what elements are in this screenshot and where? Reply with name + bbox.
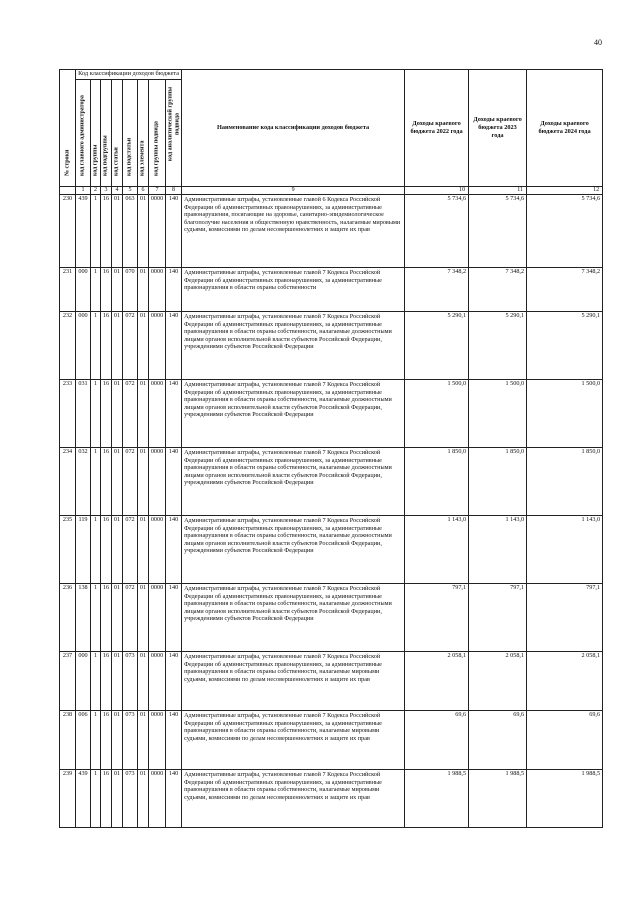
element-code-cell: 01	[138, 770, 149, 828]
subarticle-code-cell: 072	[123, 448, 138, 516]
row-number-cell: 230	[60, 195, 76, 268]
table-row	[60, 516, 603, 584]
revenue-2022-cell: 7 348,2	[405, 268, 469, 312]
subgroup-code-cell: 16	[101, 770, 112, 828]
revenue-name-cell: Административные штрафы, установленные главой 6 Кодекса Российской Федерации об административных правонарушениях, за административные правонарушения, посягающие на здоровье, санитарно-эпидемиологическое благополучие населения и общественную нравственность, налагаемые мировыми судьями, комиссиями по делам несовершеннолетних и защите их прав	[182, 195, 405, 268]
revenue-name-cell: Административные штрафы, установленные главой 7 Кодекса Российской Федерации об административных правонарушениях, за административные правонарушения в области охраны собственности	[182, 268, 405, 312]
revenue-name-cell: Административные штрафы, установленные главой 7 Кодекса Российской Федерации об административных правонарушениях, за административные правонарушения в области охраны собственности, налагаемые мировыми судьями, комиссиями по делам несовершеннолетних и защите их прав	[182, 652, 405, 711]
row-number-header: № строки	[60, 70, 76, 187]
analytic-group-code-cell: 140	[166, 584, 182, 652]
revenue-name-cell: Административные штрафы, установленные главой 7 Кодекса Российской Федерации об административных правонарушениях, за административные правонарушения в области охраны собственности, налагаемые мировыми судьями, комиссиями по делам несовершеннолетних и защите их прав	[182, 711, 405, 770]
subgroup-code-cell: 16	[101, 584, 112, 652]
admin-code-cell: 439	[76, 195, 91, 268]
page-number: 40	[594, 38, 602, 47]
admin-code-cell: 031	[76, 380, 91, 448]
element-code-cell: 01	[138, 312, 149, 380]
revenue-2023-header: Доходы краевого бюджета 2023 года	[469, 70, 527, 187]
subarticle-code-header: код подстатьи	[123, 80, 138, 187]
row-number-cell: 239	[60, 770, 76, 828]
revenue-2022-cell: 1 143,0	[405, 516, 469, 584]
group-code-header: код группы	[91, 80, 101, 187]
revenue-2024-cell: 5 734,6	[527, 195, 603, 268]
admin-code-cell: 006	[76, 711, 91, 770]
group-code-cell: 1	[91, 711, 101, 770]
analytic-group-code-cell: 140	[166, 770, 182, 828]
article-code-cell: 01	[112, 652, 123, 711]
subtype-group-code-cell: 0000	[149, 268, 166, 312]
name-column-header: Наименование кода классификации доходов бюджета	[182, 70, 405, 187]
group-code-cell: 1	[91, 584, 101, 652]
subtype-group-code-cell: 0000	[149, 770, 166, 828]
article-code-cell: 01	[112, 770, 123, 828]
revenue-2023-cell: 1 500,0	[469, 380, 527, 448]
article-code-cell: 01	[112, 268, 123, 312]
article-code-header: код статьи	[112, 80, 123, 187]
article-code-cell: 01	[112, 380, 123, 448]
revenue-2022-cell: 1 850,0	[405, 448, 469, 516]
column-number: 8	[166, 187, 182, 195]
column-number: 7	[149, 187, 166, 195]
analytic-group-code-cell: 140	[166, 448, 182, 516]
row-number-cell: 235	[60, 516, 76, 584]
subtype-group-code-cell: 0000	[149, 516, 166, 584]
subarticle-code-cell: 072	[123, 516, 138, 584]
table-row	[60, 584, 603, 652]
revenue-2022-cell: 2 058,1	[405, 652, 469, 711]
row-number-cell: 238	[60, 711, 76, 770]
revenue-2023-cell: 5 290,1	[469, 312, 527, 380]
subgroup-code-cell: 16	[101, 312, 112, 380]
column-number: 9	[182, 187, 405, 195]
revenue-2022-cell: 5 734,6	[405, 195, 469, 268]
row-number-cell: 232	[60, 312, 76, 380]
subgroup-code-cell: 16	[101, 380, 112, 448]
revenue-name-cell: Административные штрафы, установленные главой 7 Кодекса Российской Федерации об административных правонарушениях, за административные правонарушения в области охраны собственности, налагаемые должностными лицами органов исполнительной власти субъектов Российской Федерации, учреждениями субъектов Российской Федерации	[182, 584, 405, 652]
group-code-cell: 1	[91, 195, 101, 268]
revenue-2023-cell: 1 988,5	[469, 770, 527, 828]
revenue-2024-cell: 1 143,0	[527, 516, 603, 584]
table-row	[60, 711, 603, 770]
element-code-cell: 01	[138, 711, 149, 770]
revenue-2022-cell: 5 290,1	[405, 312, 469, 380]
column-number: 5	[123, 187, 138, 195]
table-body	[60, 195, 603, 828]
table-row	[60, 195, 603, 268]
revenue-2022-cell: 69,6	[405, 711, 469, 770]
subarticle-code-cell: 073	[123, 652, 138, 711]
article-code-cell: 01	[112, 312, 123, 380]
revenue-2024-cell: 797,1	[527, 584, 603, 652]
subgroup-code-cell: 16	[101, 195, 112, 268]
subarticle-code-cell: 073	[123, 770, 138, 828]
row-number-cell: 237	[60, 652, 76, 711]
subgroup-code-cell: 16	[101, 652, 112, 711]
analytic-group-code-cell: 140	[166, 195, 182, 268]
column-number: 3	[101, 187, 112, 195]
table-row	[60, 770, 603, 828]
revenue-2023-cell: 69,6	[469, 711, 527, 770]
table-row	[60, 652, 603, 711]
admin-code-cell: 439	[76, 770, 91, 828]
revenue-2024-cell: 1 988,5	[527, 770, 603, 828]
analytic-group-code-cell: 140	[166, 652, 182, 711]
subtype-group-code-cell: 0000	[149, 448, 166, 516]
revenue-name-cell: Административные штрафы, установленные главой 7 Кодекса Российской Федерации об административных правонарушениях, за административные правонарушения в области охраны собственности, налагаемые должностными лицами органов исполнительной власти субъектов Российской Федерации, учреждениями субъектов Российской Федерации	[182, 516, 405, 584]
revenue-2022-header: Доходы краевого бюджета 2022 года	[405, 70, 469, 187]
row-number-cell: 231	[60, 268, 76, 312]
admin-code-header: код главного администратора	[76, 80, 91, 187]
subtype-group-code-cell: 0000	[149, 584, 166, 652]
admin-code-cell: 119	[76, 516, 91, 584]
article-code-cell: 01	[112, 195, 123, 268]
subtype-group-code-cell: 0000	[149, 195, 166, 268]
group-code-cell: 1	[91, 312, 101, 380]
subarticle-code-cell: 063	[123, 195, 138, 268]
row-number-cell: 236	[60, 584, 76, 652]
admin-code-cell: 000	[76, 652, 91, 711]
subgroup-code-cell: 16	[101, 448, 112, 516]
revenue-2024-header: Доходы краевого бюджета 2024 года	[527, 70, 603, 187]
admin-code-cell: 000	[76, 312, 91, 380]
revenue-2023-cell: 1 143,0	[469, 516, 527, 584]
row-number-cell: 234	[60, 448, 76, 516]
element-code-header: код элемента	[138, 80, 149, 187]
column-number: 2	[91, 187, 101, 195]
revenue-2023-cell: 1 850,0	[469, 448, 527, 516]
analytic-group-code-cell: 140	[166, 312, 182, 380]
element-code-cell: 01	[138, 448, 149, 516]
subarticle-code-cell: 073	[123, 711, 138, 770]
analytic-group-code-cell: 140	[166, 516, 182, 584]
revenue-2024-cell: 7 348,2	[527, 268, 603, 312]
revenue-2024-cell: 2 058,1	[527, 652, 603, 711]
group-code-cell: 1	[91, 516, 101, 584]
revenue-2024-cell: 1 500,0	[527, 380, 603, 448]
subgroup-code-header: код подгруппы	[101, 80, 112, 187]
group-code-cell: 1	[91, 380, 101, 448]
revenue-2024-cell: 1 850,0	[527, 448, 603, 516]
column-number: 12	[527, 187, 603, 195]
article-code-cell: 01	[112, 516, 123, 584]
subarticle-code-cell: 072	[123, 380, 138, 448]
subarticle-code-cell: 070	[123, 268, 138, 312]
revenue-2023-cell: 7 348,2	[469, 268, 527, 312]
article-code-cell: 01	[112, 711, 123, 770]
subtype-group-code-cell: 0000	[149, 312, 166, 380]
article-code-cell: 01	[112, 584, 123, 652]
element-code-cell: 01	[138, 195, 149, 268]
table-row	[60, 448, 603, 516]
subarticle-code-cell: 072	[123, 584, 138, 652]
subtype-group-code-cell: 0000	[149, 652, 166, 711]
revenue-name-cell: Административные штрафы, установленные главой 7 Кодекса Российской Федерации об административных правонарушениях, за административные правонарушения в области охраны собственности, налагаемые мировыми судьями, комиссиями по делам несовершеннолетних и защите их прав	[182, 770, 405, 828]
column-number: 10	[405, 187, 469, 195]
revenue-2022-cell: 797,1	[405, 584, 469, 652]
element-code-cell: 01	[138, 652, 149, 711]
subgroup-code-cell: 16	[101, 711, 112, 770]
revenue-2023-cell: 5 734,6	[469, 195, 527, 268]
classification-code-group-header: Код классификации доходов бюджета	[76, 70, 182, 80]
admin-code-cell: 138	[76, 584, 91, 652]
admin-code-cell: 000	[76, 268, 91, 312]
article-code-cell: 01	[112, 448, 123, 516]
table-row	[60, 268, 603, 312]
column-number: 11	[469, 187, 527, 195]
revenue-name-cell: Административные штрафы, установленные главой 7 Кодекса Российской Федерации об административных правонарушениях, за административные правонарушения в области охраны собственности, налагаемые должностными лицами органов исполнительной власти субъектов Российской Федерации, учреждениями субъектов Российской Федерации	[182, 448, 405, 516]
column-number: 1	[76, 187, 91, 195]
group-code-cell: 1	[91, 652, 101, 711]
element-code-cell: 01	[138, 268, 149, 312]
subtype-group-code-cell: 0000	[149, 711, 166, 770]
subgroup-code-cell: 16	[101, 516, 112, 584]
revenue-2022-cell: 1 500,0	[405, 380, 469, 448]
subtype-group-code-header: код группы подвида	[149, 80, 166, 187]
column-number: 6	[138, 187, 149, 195]
group-code-cell: 1	[91, 448, 101, 516]
analytic-group-code-cell: 140	[166, 268, 182, 312]
analytic-group-code-header: код аналитической группы подвида	[166, 80, 182, 187]
analytic-group-code-cell: 140	[166, 711, 182, 770]
column-number: 4	[112, 187, 123, 195]
revenue-2023-cell: 2 058,1	[469, 652, 527, 711]
budget-revenue-table	[59, 69, 603, 828]
subarticle-code-cell: 072	[123, 312, 138, 380]
analytic-group-code-cell: 140	[166, 380, 182, 448]
admin-code-cell: 032	[76, 448, 91, 516]
group-code-cell: 1	[91, 770, 101, 828]
table-row	[60, 312, 603, 380]
revenue-2024-cell: 69,6	[527, 711, 603, 770]
revenue-name-cell: Административные штрафы, установленные главой 7 Кодекса Российской Федерации об административных правонарушениях, за административные правонарушения в области охраны собственности, налагаемые должностными лицами органов исполнительной власти субъектов Российской Федерации, учреждениями субъектов Российской Федерации	[182, 312, 405, 380]
column-number-row	[60, 187, 603, 195]
subgroup-code-cell: 16	[101, 268, 112, 312]
group-code-cell: 1	[91, 268, 101, 312]
element-code-cell: 01	[138, 380, 149, 448]
revenue-2024-cell: 5 290,1	[527, 312, 603, 380]
table-row	[60, 380, 603, 448]
row-number-cell: 233	[60, 380, 76, 448]
subtype-group-code-cell: 0000	[149, 380, 166, 448]
element-code-cell: 01	[138, 516, 149, 584]
revenue-name-cell: Административные штрафы, установленные главой 7 Кодекса Российской Федерации об административных правонарушениях, за административные правонарушения в области охраны собственности, налагаемые должностными лицами органов исполнительной власти субъектов Российской Федерации, учреждениями субъектов Российской Федерации	[182, 380, 405, 448]
element-code-cell: 01	[138, 584, 149, 652]
revenue-2023-cell: 797,1	[469, 584, 527, 652]
revenue-2022-cell: 1 988,5	[405, 770, 469, 828]
